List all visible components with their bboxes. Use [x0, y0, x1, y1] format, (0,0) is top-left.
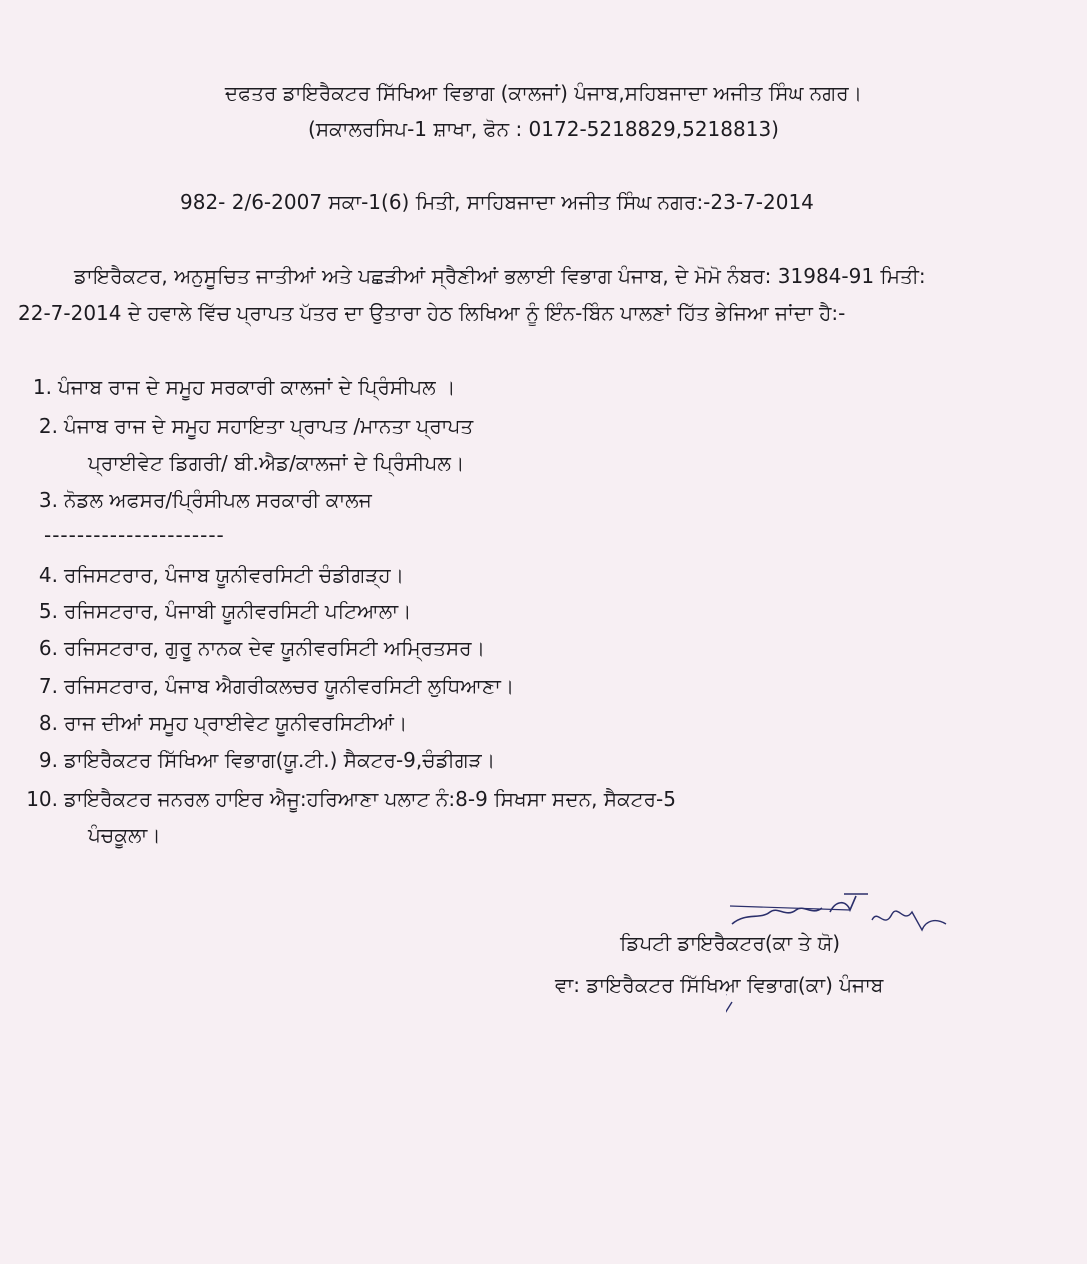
list-item: [36, 598, 412, 624]
list-item-continuation: ਪ੍ਰਾਈਵੇਟ ਡਿਗਰੀ/ ਬੀ.ਐਡ/ਕਾਲਜਾਂ ਦੇ ਪ੍ਰਿੰਸੀਪਲ।: [88, 451, 465, 475]
dashed-divider: ----------------------: [44, 523, 225, 547]
office-subheading: (ਸਕਾਲਰਸਿਪ-1 ਸ਼ਾਖਾ, ਫੋਨ : 0172-5218829,5218813): [308, 117, 779, 141]
list-number: 2.: [38, 414, 58, 438]
body-paragraph-line-1: ਡਾਇਰੈਕਟਰ, ਅਨੁਸੂਚਿਤ ਜਾਤੀਆਂ ਅਤੇ ਪਛੜੀਆਂ ਸ੍ਰੈਣੀਆਂ ਭਲਾਈ ਵਿਭਾਗ ਪੰਜਾਬ, ਦੇ ਮੋਮੋ ਨੰਬਰ: 31984-91 ਮਿਤੀ:: [74, 264, 926, 288]
list-item: [36, 635, 485, 661]
body-paragraph-line-2: 22-7-2014 ਦੇ ਹਵਾਲੇ ਵਿੱਚ ਪ੍ਰਾਪਤ ਪੱਤਰ ਦਾ ਉਤਾਰਾ ਹੇਠ ਲਿਖਿਆ ਨੂੰ ਇੰਨ-ਬਿੰਨ ਪਾਲਣਾਂ ਹਿੱਤ ਭੇਜਿਆ ਜਾਂਦਾ ਹੈ:-: [18, 301, 846, 325]
list-text: ਨੋਡਲ ਅਫਸਰ/ਪ੍ਰਿੰਸੀਪਲ ਸਰਕਾਰੀ ਕਾਲਜ: [64, 488, 372, 512]
list-text: ਰਾਜ ਦੀਆਂ ਸਮੂਹ ਪ੍ਰਾਈਵੇਟ ਯੂਨੀਵਰਸਿਟੀਆਂ।: [64, 711, 408, 735]
list-text: ਰਜਿਸਟਰਾਰ, ਪੰਜਾਬੀ ਯੂਨੀਵਰਸਿਟੀ ਪਟਿਆਲਾ।: [64, 599, 412, 623]
list-text: ਡਾਇਰੈਕਟਰ ਜਨਰਲ ਹਾਇਰ ਐਜੂ:ਹਰਿਆਣਾ ਪਲਾਟ ਨੰ:8-9 ਸਿਖਸਾ ਸਦਨ, ਸੈਕਟਰ-5: [64, 787, 676, 811]
list-item-continuation: ਪੰਚਕੂਲਾ।: [88, 823, 161, 847]
list-text: ਰਜਿਸਟਰਾਰ, ਪੰਜਾਬ ਐਗਰੀਕਲਚਰ ਯੂਨੀਵਰਸਿਟੀ ਲੁਧਿਆਣਾ।: [64, 674, 515, 698]
list-number: 8.: [38, 711, 58, 735]
list-item: [36, 673, 514, 699]
list-number: 4.: [38, 563, 58, 587]
handwritten-signature: [726, 890, 956, 1030]
office-heading: ਦਫਤਰ ਡਾਇਰੈਕਟਰ ਸਿੱਖਿਆ ਵਿਭਾਗ (ਕਾਲਜਾਂ) ਪੰਜਾਬ,ਸਹਿਬਜਾਦਾ ਅਜੀਤ ਸਿੰਘ ਨਗਰ।: [224, 81, 863, 105]
list-number: 7.: [38, 674, 58, 698]
reference-line: 982- 2/6-2007 ਸਕਾ-1(6) ਮਿਤੀ, ਸਾਹਿਬਜਾਦਾ ਅਜੀਤ ਸਿੰਘ ਨਗਰ:-23-7-2014: [180, 190, 814, 214]
list-item: [36, 710, 407, 736]
signatory-title: ਡਿਪਟੀ ਡਾਇਰੈਕਟਰ(ਕਾ ਤੇ ਯੋ): [620, 931, 841, 955]
list-item: [30, 374, 456, 400]
list-item: [24, 786, 676, 812]
list-item: [36, 413, 473, 439]
list-item: [36, 487, 372, 513]
list-number: 3.: [38, 488, 58, 512]
list-item: [36, 562, 404, 588]
list-item: [36, 747, 495, 773]
list-text: ਰਜਿਸਟਰਾਰ, ਗੁਰੂ ਨਾਨਕ ਦੇਵ ਯੂਨੀਵਰਸਿਟੀ ਅਮ੍ਰਿਤਸਰ।: [64, 636, 486, 660]
list-text: ਪੰਜਾਬ ਰਾਜ ਦੇ ਸਮੂਹ ਸਰਕਾਰੀ ਕਾਲਜਾਂ ਦੇ ਪ੍ਰਿੰਸੀਪਲ ।: [58, 375, 456, 399]
list-text: ਪੰਜਾਬ ਰਾਜ ਦੇ ਸਮੂਹ ਸਹਾਇਤਾ ਪ੍ਰਾਪਤ /ਮਾਨਤਾ ਪ੍ਰਾਪਤ: [64, 414, 474, 438]
list-text: ਡਾਇਰੈਕਟਰ ਸਿੱਖਿਆ ਵਿਭਾਗ(ਯੂ.ਟੀ.) ਸੈਕਟਰ-9,ਚੰਡੀਗੜ।: [64, 748, 496, 772]
list-number: 1.: [32, 375, 52, 399]
list-number: 6.: [38, 636, 58, 660]
signatory-for-line: ਵਾ: ਡਾਇਰੈਕਟਰ ਸਿੱਖਿਆ ਵਿਭਾਗ(ਕਾ) ਪੰਜਾਬ: [555, 973, 884, 997]
list-text: ਰਜਿਸਟਰਾਰ, ਪੰਜਾਬ ਯੂਨੀਵਰਸਿਟੀ ਚੰਡੀਗੜ੍ਹ।: [64, 563, 405, 587]
list-number: 10.: [26, 787, 58, 811]
list-number: 9.: [38, 748, 58, 772]
list-number: 5.: [38, 599, 58, 623]
